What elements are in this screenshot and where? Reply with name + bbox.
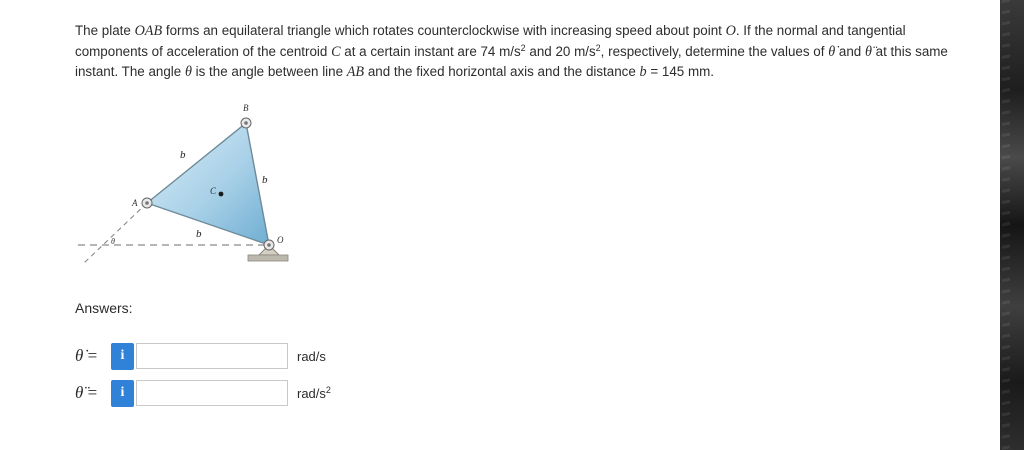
label-b-point: B bbox=[243, 103, 249, 113]
ab-extension-line bbox=[84, 203, 147, 263]
problem-text: is the angle between line bbox=[191, 64, 347, 79]
label-b-left-side: b bbox=[180, 149, 186, 161]
symbol-text: θ̇ bbox=[75, 346, 84, 365]
theta-dot-input[interactable] bbox=[136, 343, 288, 369]
problem-statement bbox=[75, 21, 965, 83]
problem-text: forms an equilateral triangle which rotates counterclockwise with increasing speed about point bbox=[162, 23, 726, 38]
info-button[interactable]: i bbox=[111, 380, 134, 407]
problem-text: and 20 m/s bbox=[525, 43, 596, 59]
problem-text: The plate bbox=[75, 23, 135, 38]
problem-text: . If the normal and tangential components of acceleration of the centroid bbox=[75, 23, 906, 59]
problem-var: OAB bbox=[134, 23, 163, 39]
unit-label bbox=[297, 349, 326, 364]
problem-text: = 145 mm. bbox=[646, 64, 714, 79]
problem-var: θ bbox=[184, 64, 192, 80]
label-o-point: O bbox=[277, 235, 284, 245]
symbol-text: θ̈ bbox=[75, 383, 84, 402]
label-b-bottom-side: b bbox=[196, 228, 202, 240]
answer-symbol bbox=[75, 346, 109, 366]
problem-var: AB bbox=[346, 64, 365, 80]
background-image-strip bbox=[1000, 0, 1024, 450]
answer-row-theta-dot bbox=[75, 342, 326, 370]
problem-var: θ̈ bbox=[864, 43, 872, 60]
problem-text: and bbox=[835, 43, 865, 59]
answers-heading: Answers: bbox=[75, 300, 133, 316]
unit-text: rad/s bbox=[297, 385, 326, 401]
answer-symbol bbox=[75, 383, 109, 403]
triangle-plate bbox=[147, 123, 269, 245]
label-theta-angle: θ bbox=[111, 237, 115, 246]
unit-sup: 2 bbox=[325, 384, 331, 395]
info-button[interactable]: i bbox=[111, 343, 134, 370]
problem-var: θ̇ bbox=[828, 43, 836, 60]
problem-text: at a certain instant are 74 m/s bbox=[340, 43, 521, 59]
problem-var: O bbox=[725, 23, 736, 39]
problem-var: C bbox=[331, 43, 341, 60]
pin-a-center-icon bbox=[145, 201, 149, 205]
problem-sup: 2 bbox=[520, 42, 526, 53]
theta-ddot-input[interactable] bbox=[136, 380, 288, 406]
label-a-point: A bbox=[132, 198, 138, 208]
label-b-right-side: b bbox=[262, 174, 268, 186]
pin-b-center-icon bbox=[244, 121, 248, 125]
problem-text: at this same instant. The angle bbox=[75, 43, 948, 79]
label-c-point: C bbox=[210, 186, 217, 196]
plate-figure bbox=[70, 95, 310, 275]
equals-sign: = bbox=[83, 383, 98, 402]
equals-sign: = bbox=[83, 346, 98, 365]
unit-text: rad/s bbox=[297, 348, 326, 364]
problem-text: and the fixed horizontal axis and the distance bbox=[364, 64, 640, 79]
unit-label bbox=[297, 386, 331, 401]
pin-o-center-icon bbox=[267, 243, 271, 247]
problem-sup: 2 bbox=[595, 42, 601, 53]
problem-var: b bbox=[639, 64, 647, 80]
problem-text: , respectively, determine the values of bbox=[600, 43, 829, 59]
ground-base bbox=[248, 255, 288, 261]
answer-row-theta-ddot bbox=[75, 379, 331, 407]
centroid-dot-icon bbox=[219, 192, 224, 197]
